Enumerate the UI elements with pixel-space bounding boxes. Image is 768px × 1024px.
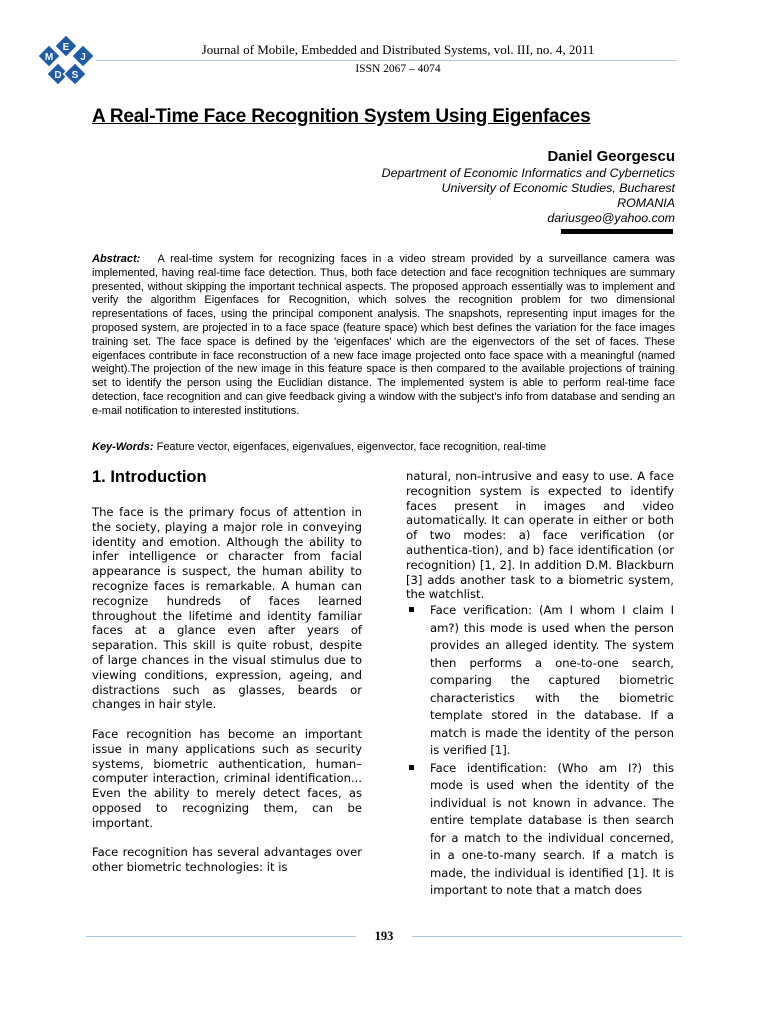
title-bar-decoration — [561, 229, 673, 234]
abstract-text: A real-time system for recognizing faces in a video stream provided by a surveillance camera was implemented, having real-time face detection. Thus, both face detection and face recognition techniques are summary presented, without skipping the important technical aspects. The proposed approach essentially was to implement and verify the algorithm Eigenfaces for Recognition, which solves the recognition problem for two dimensional representations of faces, using the principal component analysis. The snapshots, representing input images for the proposed system, are projected in to a face space (feature space) which best defines the variation for the face images training set. The face space is defined by the 'eigenfaces' which are the eigenvectors of the set of faces. These eigenfaces contribute in face reconstruction of a new face image projected onto face space with a meaningful (named weight).The projection of the new image in this feature space is then compared to the available projections of training set to identify the person using the Euclidian distance. The implemented system is able to perform real-time face detection, face recognition and can give feedback giving a window with the subject's info from database and sending an e-mail notification to interested institutions. — [92, 253, 675, 417]
column-right — [406, 469, 674, 900]
header-rule — [96, 60, 676, 61]
footer-rule-left — [86, 936, 356, 937]
bullet-square-icon — [409, 607, 414, 612]
paragraph: The face is the primary focus of attention in the society, playing a major role in conveying identity and emotion. Although the ability to infer intelligence or character from facial appearance is suspect, the human ability to recognize faces is remarkable. A human can recognize hundreds of faces learned throughout the lifetime and identity familiar faces at a glance even after years of separation. This skill is quite robust, despite of large chances in the visual stimulus due to viewing conditions, expression, ageing, and distractions such as glasses, beards or changes in hair style. — [92, 505, 362, 712]
mode-list — [406, 602, 674, 900]
list-item: Face verification: (Am I whom I claim I am?) this mode is used when the person provides an alleged identity. The system then performs a one-to-one search, comparing the captured biometric characteristics with the biometric template stored in the database. If a match is made the identity of the person is verified [1]. — [406, 602, 674, 760]
page-number: 193 — [374, 929, 394, 943]
abstract-label: Abstract: — [92, 253, 141, 265]
keywords — [92, 441, 692, 453]
abstract — [92, 253, 675, 419]
logo-letter-m: M — [44, 52, 54, 63]
author-university: University of Economic Studies, Bucharest — [441, 181, 675, 195]
issn: ISSN 2067 – 4074 — [355, 63, 441, 75]
author-country: ROMANIA — [617, 196, 675, 210]
paragraph: Face recognition has several advantages over other biometric technologies: it is — [92, 845, 362, 875]
journal-logo — [36, 36, 100, 92]
keywords-text: Feature vector, eigenfaces, eigenvalues, eigenvector, face recognition, real-time — [156, 441, 547, 453]
paragraph: Face recognition has become an important issue in many applications such as security systems, biometric authentication, human–computer interaction, criminal identification... Even the ability to merely detect faces, as opposed to recognizing them, can be important. — [92, 726, 362, 830]
footer-rule-right — [412, 936, 682, 937]
section-heading: 1. Introduction — [92, 468, 207, 486]
logo-letter-j: J — [80, 52, 86, 63]
paper-title: A Real-Time Face Recognition System Using Eigenfaces — [92, 106, 591, 127]
logo-letter-e: E — [62, 42, 70, 53]
paragraph: natural, non-intrusive and easy to use. A face recognition system is expected to identify faces present in images and video automatically. It can operate in either or both of two modes: a) face verification (or authentica-tion), and b) face identification (or recognition) [1, 2]. In addition D.M. Blackburn [3] adds another task to a biometric system, the watchlist. — [406, 469, 674, 602]
author-name: Daniel Georgescu — [547, 148, 675, 165]
bullet-square-icon — [409, 765, 414, 770]
list-item: Face identification: (Who am I?) this mode is used when the identity of the individual is not known in advance. The entire template database is then search for a match to the individual concerned, in a one-to-many search. If a match is made, the individual is identified [1]. It is important to note that a match does — [406, 760, 674, 900]
author-department: Department of Economic Informatics and Cybernetics — [381, 166, 675, 180]
logo-letter-d: D — [54, 70, 62, 81]
journal-name: Journal of Mobile, Embedded and Distributed Systems, vol. III, no. 4, 2011 — [201, 42, 595, 57]
column-left — [92, 505, 362, 890]
keywords-label: Key-Words: — [92, 441, 154, 453]
logo-letter-s: S — [71, 70, 79, 81]
author-email[interactable]: dariusgeo@yahoo.com — [547, 211, 675, 225]
